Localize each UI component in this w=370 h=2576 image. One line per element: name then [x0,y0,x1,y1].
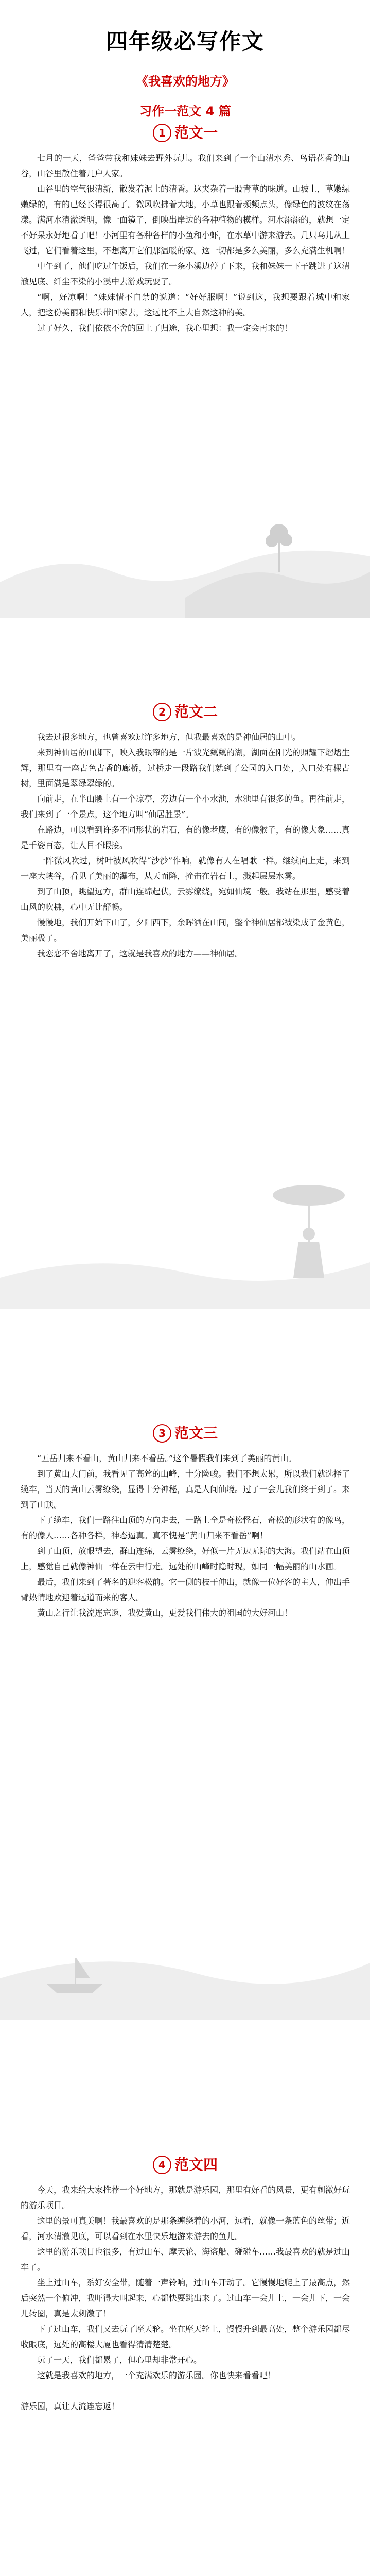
essay-paragraph: 到了山顶，眺望远方，群山连绵起伏，云雾缭绕，宛如仙境一般。我站在那里，感受着山风的吹拂，心中无比舒畅。 [21,887,350,912]
essay-paragraph: 在路边，可以看到许多不同形状的岩石，有的像老鹰，有的像猴子，有的像大象……真是千姿百态，让人目不暇接。 [21,825,350,850]
essay-2-heading [21,701,350,721]
essay-number-badge: 2 [153,703,171,721]
essay-paragraph: 坐上过山车，系好安全带，随着一声铃响，过山车开动了。它慢慢地爬上了最高点，然后突然一个俯冲，我吓得大叫起来，心都快要跳出来了。过山车一会儿上，一会儿下，一会儿转圈，真是太刺激了！ [21,2278,350,2318]
essay-2 [21,701,350,961]
essay-paragraph: 这里的游乐项目也很多，有过山车、摩天轮、海盗船、碰碰车……我最喜欢的就是过山车了。 [21,2247,350,2272]
essay-paragraph: 过了好久，我们依依不舍的回上了归途，我心里想：我一定会再来的！ [37,323,293,333]
title-block [21,25,350,56]
essay-topic: 《我喜欢的地方》 [136,74,235,89]
essay-paragraph: 来到神仙居的山脚下，映入我眼帘的是一片波光粼粼的湖，湖面在阳光的照耀下熠熠生辉，那里有一座古色古香的廊桥，过桥走一段路我们就到了公园的入口处，入口处有棵古树，里面满是翠绿翠绿的。 [21,748,350,788]
essay-paragraph: “五岳归来不看山，黄山归来不看岳。”这个暑假我们来到了美丽的黄山。 [37,1453,297,1463]
ink-boat-icon [0,1855,370,2020]
ink-landscape-icon [0,474,370,618]
essay-paragraph: 下了缆车，我们一路往山顶的方向走去，一路上全是奇松怪石，奇松的形状有的像鸟，有的像人……各种各样，神态逼真。真不愧是“黄山归来不看岳”啊！ [21,1515,350,1540]
essay-heading-text: 范文四 [174,2156,218,2173]
collection-heading-block [21,101,350,119]
essay-paragraph: 中午到了，他们吃过午饭后，我们在一条小溪边停了下来，我和妹妹一下子跳进了这清澈见底、纤尘不染的小溪中去游戏玩耍了。 [21,261,350,286]
essay-heading-text: 范文一 [174,124,218,141]
essay-4 [21,2154,350,2414]
essay-paragraph: 黄山之行让我流连忘返，我爱黄山，更爱我们伟大的祖国的大好河山！ [37,1608,293,1618]
essay-paragraph: 山谷里的空气很清新，散发着泥土的清香。这夹杂着一股青草的味道。山坡上，草嫩绿嫩绿的，有的已经长得很高了。微风吹拂着大地，小草也跟着频频点头，像绿色的波纹在荡漾。满河水清澈透明，像一面镜子，倒映出岸边的各种植物的模样。河水添添的，就想一定不好呆永好地看了吧！小河里有各种各样的小鱼和小虾，在水草中游来游去。几只乌儿从上飞过，它们看着这里，不想离开它们那温暖的家。这一切都是多么美丽，多么充满生机啊！ [21,184,350,256]
essay-3 [21,1422,350,1621]
essay-heading-text: 范文三 [174,1425,218,1442]
essay-paragraph: 到了山顶，放眼望去，群山连绵，云雾缭绕，好似一片无边无际的大海。我们站在山顶上，感觉自己就像神仙一样在云中行走。远处的山峰时隐时现，如同一幅美丽的山水画。 [21,1546,350,1571]
closing-line: 游乐园，真让人流连忘返！ [21,2401,120,2411]
essay-paragraph: 这里的景可真美啊！我最喜欢的是那条缠绕着的小河，远看，就像一条蓝色的丝带；近看，河水清澈见底，可以看到在水里快乐地游来游去的鱼儿。 [21,2216,350,2241]
essay-paragraph: 慢慢地，我们开始下山了，夕阳西下，余晖洒在山间，整个神仙居都被染成了金黄色，美丽极了。 [21,918,350,943]
essay-paragraph: 到了黄山大门前，我看见了高耸的山峰，十分险峻。我们不想太累，所以我们就选择了缆车，当天的黄山云雾缭绕，显得十分神秘，真是人间仙境。过了一会儿我们终于到了。来到了山顶。 [21,1469,350,1510]
essay-3-heading [21,1422,350,1443]
essay-paragraph: 今天，我来给大家推荐一个好地方，那就是游乐园，那里有好看的风景，更有刺激好玩的游乐项目。 [21,2185,350,2210]
essay-paragraph: 我去过很多地方，也曾喜欢过许多地方，但我最喜欢的是神仙居的山中。 [37,732,301,742]
essay-paragraph: “啊，好凉啊！”妹妹情不自禁的说道：“好好服啊！”说到这，我想要跟着城中和家人，把这份美丽和快乐带回家去，这远比不上大自然这种的美。 [21,292,350,317]
essay-1 [21,122,350,336]
essay-number-badge: 4 [153,2156,171,2174]
essay-1-heading [21,122,350,142]
ink-figure-icon [0,1123,370,1309]
essay-number-badge: 1 [153,124,171,142]
essay-paragraph: 向前走，在半山腰上有一个凉亭，旁边有一个小水池，水池里有很多的鱼。再往前走，我们来到了一个景点，这个地方叫“仙居胜景”。 [21,794,350,819]
essay-paragraph: 玩了一天，我们都累了，但心里却非常开心。 [37,2355,202,2365]
essay-4-heading [21,2154,350,2174]
essay-paragraph: 这就是我喜欢的地方，一个充满欢乐的游乐园。你也快来看看吧！ [37,2370,276,2380]
essay-paragraph: 一阵微风吹过，树叶被风吹得“沙沙”作响，就像有人在唱歌一样。继续向上走，来到一座大峡谷，看见了美丽的瀑布，从天而降，撞击在岩石上，溅起层层水雾。 [21,856,350,881]
page-title: 四年级必写作文 [105,29,265,54]
subtitle-block [21,71,350,89]
collection-heading: 习作一范文 4 篇 [139,104,231,118]
essay-number-badge: 3 [153,1424,171,1443]
essay-paragraph: 最后，我们来到了著名的迎客松前。它一侧的枝干伸出，就像一位好客的主人，伸出手臂热情地欢迎着远道而来的客人。 [21,1577,350,1602]
essay-paragraph: 七月的一天，爸爸带我和妹妹去野外玩儿。我们来到了一个山清水秀、鸟语花香的山谷，山谷里散住着几户人家。 [21,153,350,178]
essay-heading-text: 范文二 [174,703,218,720]
essay-paragraph: 下了过山车，我们又去玩了摩天轮。坐在摩天轮上，慢慢升到最高处，整个游乐园都尽收眼底，远处的高楼大厦也看得清清楚楚。 [21,2324,350,2349]
essay-paragraph: 我恋恋不舍地离开了，这就是我喜欢的地方——神仙居。 [37,948,243,958]
